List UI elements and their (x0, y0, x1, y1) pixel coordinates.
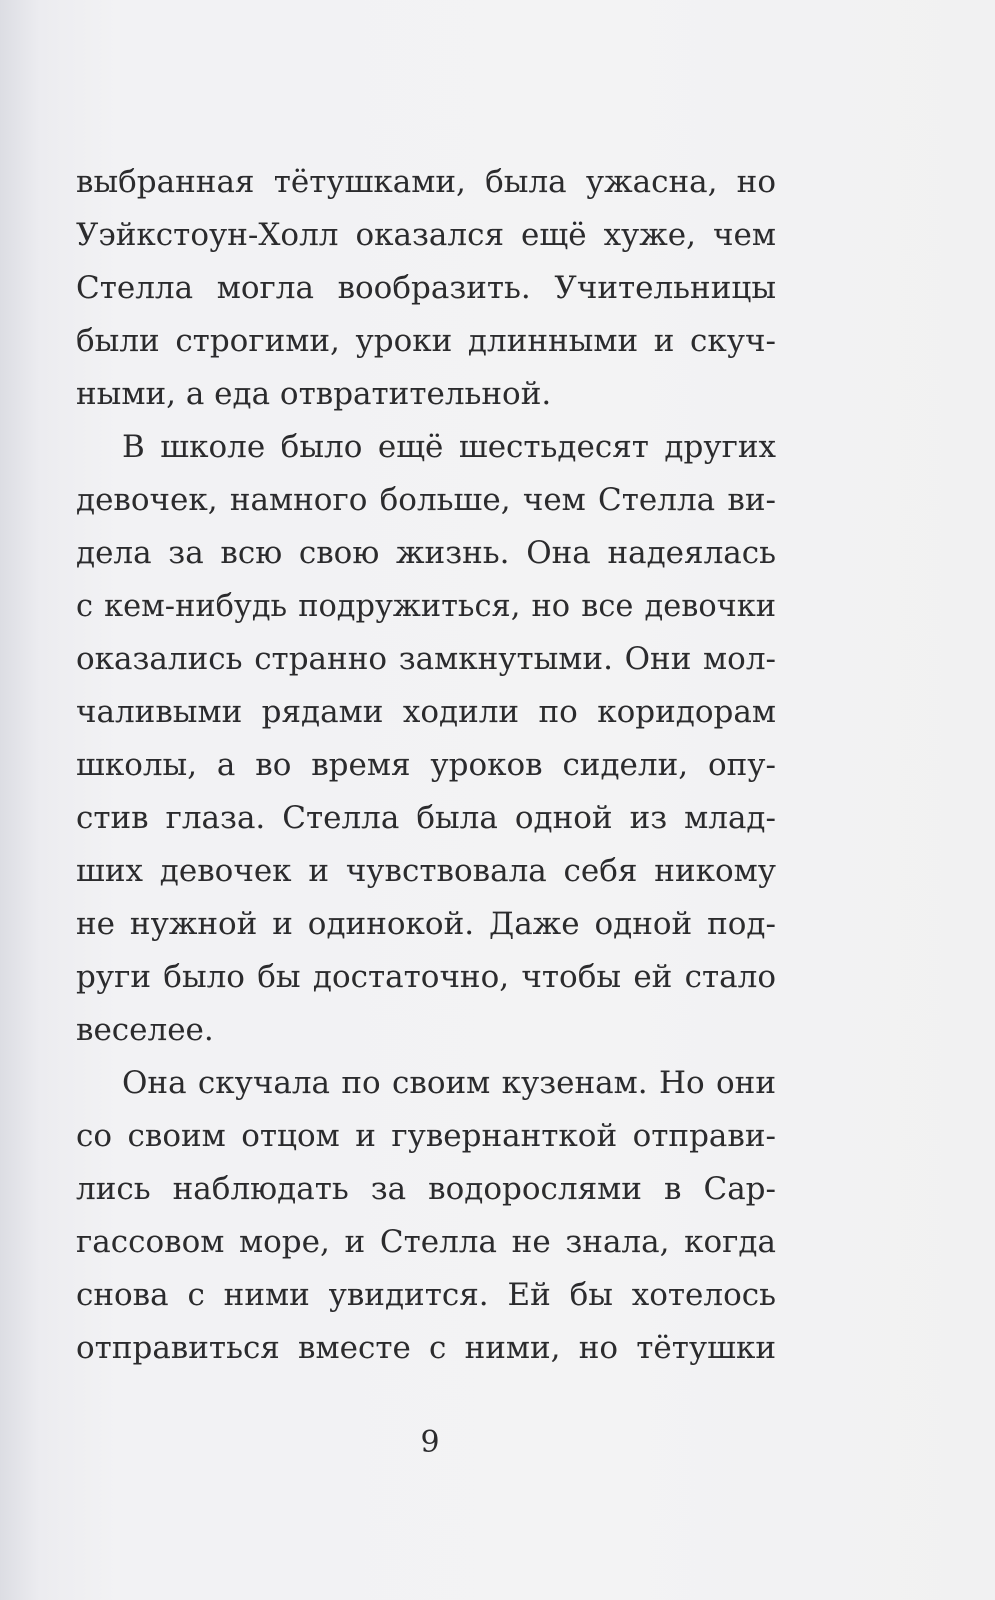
text-line-4: были строгими, уроки длинными и скуч- (76, 323, 776, 359)
text-line-5: ными, а еда отвратительной. (76, 376, 552, 412)
text-line-3: Стелла могла вообразить. Учительницы (76, 270, 776, 306)
page-number: 9 (420, 1425, 440, 1460)
text-line-19: со своим отцом и гувернанткой отправи- (76, 1118, 776, 1154)
text-line-22: снова с ними увидится. Ей бы хотелось (76, 1277, 776, 1313)
text-line-7: девочек, намного больше, чем Стелла ви- (76, 482, 776, 518)
text-line-14: ших девочек и чувствовала себя никому (76, 853, 776, 889)
text-line-23: отправиться вместе с ними, но тётушки (76, 1330, 776, 1366)
text-line-16: руги было бы достаточно, чтобы ей стало (76, 959, 776, 995)
text-line-15: не нужной и одинокой. Даже одной под- (76, 906, 776, 942)
body-text (76, 156, 776, 1375)
text-line-18: Она скучала по своим кузенам. Но они (122, 1065, 776, 1101)
text-line-13: стив глаза. Стелла была одной из млад- (76, 800, 776, 836)
text-line-10: оказались странно замкнутыми. Они мол- (76, 641, 776, 677)
text-line-8: дела за всю свою жизнь. Она надеялась (76, 535, 776, 571)
text-line-6: В школе было ещё шестьдесят других (122, 429, 776, 465)
text-line-1: выбранная тётушками, была ужасна, но (76, 164, 776, 200)
text-line-21: гассовом море, и Стелла не знала, когда (76, 1224, 776, 1260)
text-line-20: лись наблюдать за водорослями в Сар- (76, 1171, 776, 1207)
text-line-11: чаливыми рядами ходили по коридорам (76, 694, 776, 730)
text-line-17: веселее. (76, 1012, 214, 1048)
text-line-12: школы, а во время уроков сидели, опу- (76, 747, 776, 783)
text-line-9: с кем-нибудь подружиться, но все девочки (76, 589, 776, 624)
text-line-2: Уэйкстоун-Холл оказался ещё хуже, чем (76, 217, 776, 253)
